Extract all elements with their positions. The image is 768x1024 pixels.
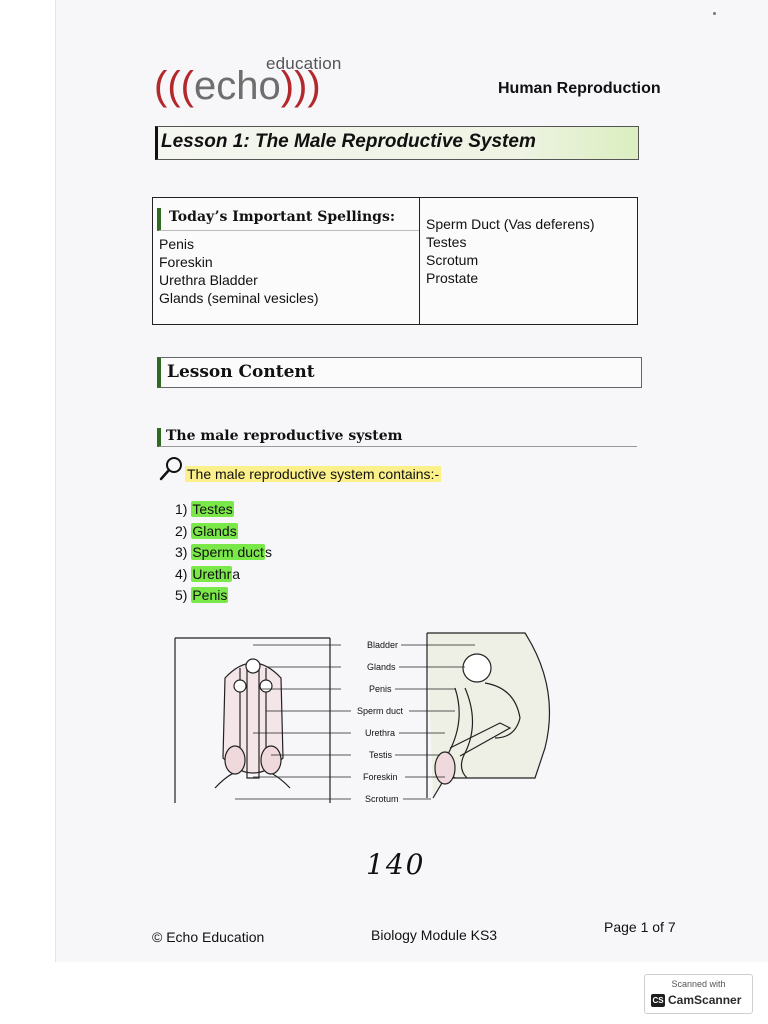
spellings-heading: Today’s Important Spellings:: [169, 209, 395, 225]
spelling-word: Scrotum: [426, 252, 479, 268]
diagram-label-sperm-duct: Sperm duct: [357, 706, 404, 716]
spelling-word: Penis: [159, 236, 195, 252]
spellings-heading-bar: [157, 208, 419, 231]
lesson-content-heading: Lesson Content: [167, 362, 315, 382]
camscanner-badge: [644, 974, 753, 1014]
spelling-word: Glands (seminal vesicles): [159, 290, 319, 306]
parts-list: [175, 499, 272, 607]
lesson-title: Lesson 1: The Male Reproductive System: [161, 131, 536, 152]
diagram-label-bladder: Bladder: [367, 640, 399, 650]
spelling-word: Testes: [426, 234, 467, 250]
list-number: 1): [175, 501, 188, 517]
part-name-highlight: Urethr: [192, 565, 232, 582]
logo-wave-right: ))): [280, 64, 321, 108]
front-view-illustration: [175, 638, 330, 803]
male-reproductive-diagram: [155, 628, 565, 813]
echo-education-logo: [154, 52, 364, 112]
list-number: 2): [175, 522, 188, 539]
lesson-content-heading-box: [157, 357, 642, 388]
section-subheading-bar: [157, 428, 637, 447]
list-item: [175, 521, 272, 543]
intro-sentence: The male reproductive system contains:-: [187, 466, 440, 482]
list-number: 5): [175, 587, 188, 603]
list-number: 3): [175, 544, 188, 560]
handwritten-note: 140: [366, 848, 426, 881]
logo-education-text: education: [266, 54, 342, 73]
list-item: [175, 585, 272, 607]
footer-module: Biology Module KS3: [371, 927, 498, 943]
diagram-label-urethra: Urethra: [365, 728, 396, 738]
camscanner-name: CamScanner: [668, 993, 742, 1007]
magnifier-icon: [158, 455, 186, 483]
part-name-highlight: Testes: [192, 501, 233, 517]
part-name-highlight: Sperm duct: [192, 544, 264, 560]
camscanner-logo-icon: CS: [652, 996, 664, 1005]
diagram-label-glands: Glands: [367, 662, 396, 672]
part-name-highlight: Glands: [192, 522, 237, 539]
lesson-title-box: [155, 126, 639, 160]
diagram-label-penis: Penis: [369, 684, 392, 694]
diagram-label-scrotum: Scrotum: [365, 794, 399, 804]
page-subject: Human Reproduction: [498, 80, 661, 97]
spelling-word: Sperm Duct (Vas deferens): [426, 216, 595, 232]
footer-page-number: Page 1 of 7: [604, 919, 676, 935]
scanned-with-text: Scanned with: [671, 979, 726, 989]
spelling-word: Foreskin: [159, 254, 213, 270]
spellings-right-column: [426, 215, 595, 287]
footer-copyright: © Echo Education: [152, 929, 265, 945]
logo-wave-left: (((: [154, 64, 194, 108]
scan-speck: [713, 12, 716, 15]
diagram-labels: [357, 640, 404, 804]
spellings-table: [152, 197, 638, 325]
part-name-highlight: Penis: [192, 587, 228, 603]
spelling-word: Urethra Bladder: [159, 272, 258, 288]
table-divider: [419, 198, 420, 324]
list-number: 4): [175, 565, 188, 582]
section-subheading: The male reproductive system: [166, 428, 403, 444]
side-view-illustration: [427, 633, 550, 798]
spellings-left-column: [159, 235, 319, 307]
logo-echo-text: echo: [193, 64, 281, 108]
diagram-label-testis: Testis: [369, 750, 393, 760]
list-item: [175, 564, 272, 586]
list-item: [175, 499, 272, 521]
spelling-word: Prostate: [426, 270, 479, 286]
diagram-label-foreskin: Foreskin: [363, 772, 398, 782]
list-item: [175, 542, 272, 564]
part-name-trail: s: [264, 544, 272, 560]
part-name-trail: a: [232, 565, 241, 582]
